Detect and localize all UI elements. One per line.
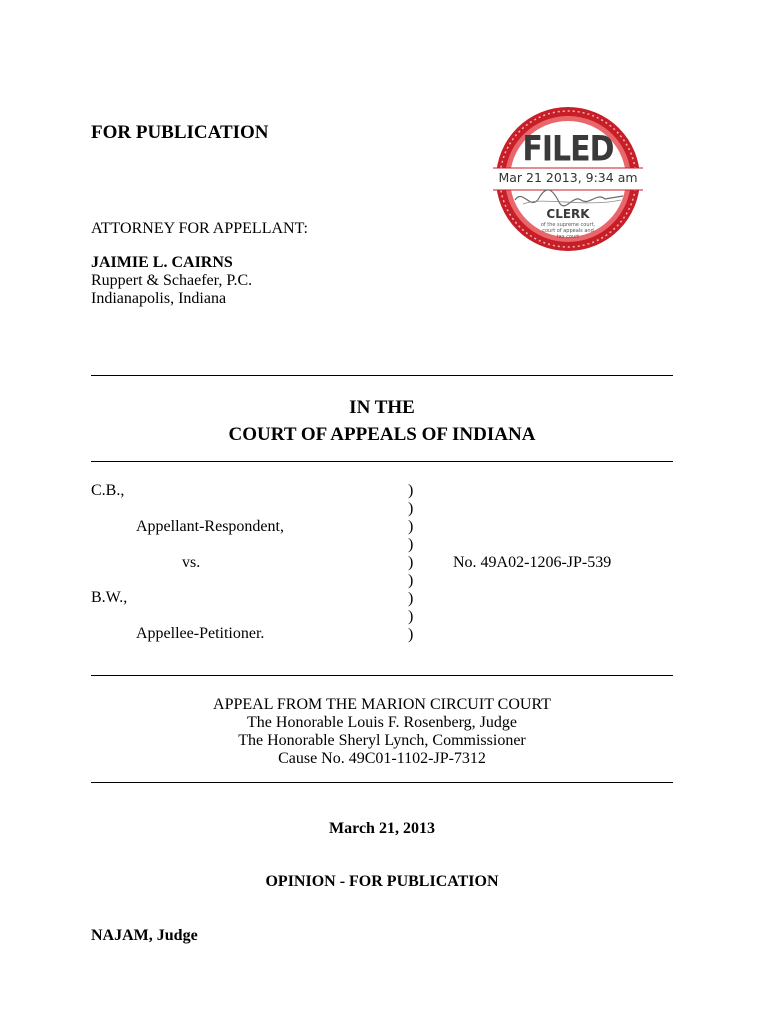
paren: ) <box>408 554 414 571</box>
divider-appeal-top <box>91 675 673 676</box>
attorney-name: JAIMIE L. CAIRNS <box>91 254 233 271</box>
appeal-line-1: APPEAL FROM THE MARION CIRCUIT COURT <box>213 696 551 713</box>
attorney-label: ATTORNEY FOR APPELLANT: <box>91 220 308 237</box>
paren: ) <box>408 590 414 607</box>
paren: ) <box>408 518 414 535</box>
attorney-city: Indianapolis, Indiana <box>91 290 227 307</box>
case-number: No. 49A02-1206-JP-539 <box>453 554 612 571</box>
party1-name: C.B., <box>91 482 125 499</box>
paren: ) <box>408 572 414 589</box>
for-publication-heading: FOR PUBLICATION <box>91 122 269 143</box>
stamp-filed-text: FILED <box>522 129 614 170</box>
appeal-line-4: Cause No. 49C01-1102-JP-7312 <box>278 750 486 767</box>
divider-top <box>91 375 673 376</box>
appeal-line-3: The Honorable Sheryl Lynch, Commissioner <box>238 732 526 749</box>
party1-role: Appellant-Respondent, <box>136 518 284 535</box>
opinion-date: March 21, 2013 <box>329 820 435 837</box>
stamp-datetime: Mar 21 2013, 9:34 am <box>498 170 638 185</box>
court-line-2: COURT OF APPEALS OF INDIANA <box>228 424 536 445</box>
stamp-clerk-sub-1: of the supreme court, <box>540 222 596 228</box>
divider-appeal-bottom <box>91 782 673 783</box>
stamp-clerk-sub <box>493 222 643 240</box>
paren: ) <box>408 500 414 517</box>
paren: ) <box>408 482 414 499</box>
opinion-type: OPINION - FOR PUBLICATION <box>265 873 499 890</box>
paren: ) <box>408 536 414 553</box>
caption-parens <box>408 482 413 644</box>
party2-name: B.W., <box>91 589 128 606</box>
stamp-clerk-sub-2: court of appeals and <box>542 228 594 234</box>
appeal-line-2: The Honorable Louis F. Rosenberg, Judge <box>247 714 517 731</box>
paren: ) <box>408 608 414 625</box>
paren: ) <box>408 626 414 643</box>
versus-text: vs. <box>182 554 201 571</box>
attorney-firm: Ruppert & Schaefer, P.C. <box>91 272 253 289</box>
party2-role: Appellee-Petitioner. <box>136 625 265 642</box>
filed-stamp-icon <box>493 104 643 254</box>
stamp-clerk: CLERK <box>546 207 590 221</box>
stamp-clerk-sub-3: tax court <box>556 234 580 240</box>
divider-caption-top <box>91 461 673 462</box>
court-line-1: IN THE <box>349 397 415 418</box>
judge-name: NAJAM, Judge <box>91 927 198 944</box>
